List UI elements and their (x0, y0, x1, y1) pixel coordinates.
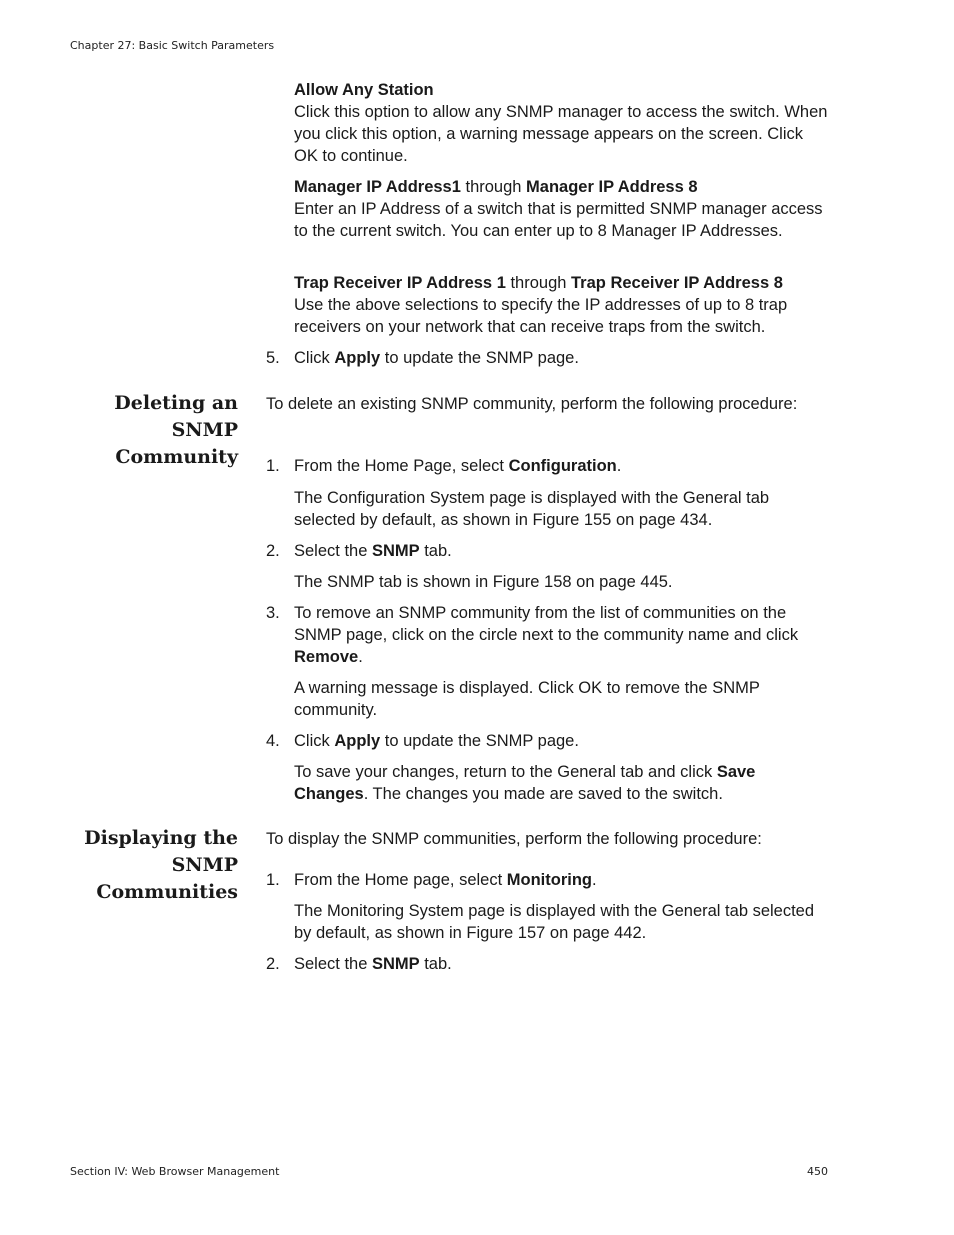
step-number: 1. (266, 871, 280, 889)
step-3 (266, 602, 831, 668)
step-text: Click (294, 349, 335, 367)
section-intro: To display the SNMP communities, perform the following procedure: (266, 830, 762, 848)
step-text-end: tab. (419, 542, 452, 560)
step-bold: SNMP (371, 955, 420, 973)
option-description: Enter an IP Address of a switch that is permitted SNMP manager access to the current switch. You can enter up to 8 Manager IP Addresses. (294, 200, 823, 240)
section-heading-displaying (38, 825, 238, 906)
step-bold: SNMP (371, 542, 420, 560)
heading-line: SNMP (171, 854, 238, 876)
note-bold: Save Changes (294, 763, 756, 803)
step-text: Click (294, 732, 335, 750)
step-note: A warning message is displayed. Click OK to remove the SNMP community. (294, 679, 760, 719)
step-4 (266, 730, 831, 752)
step-number: 2. (266, 542, 280, 560)
step-text-end: tab. (419, 955, 452, 973)
step-1 (266, 869, 831, 891)
option-title-start: Trap Receiver IP Address 1 (294, 274, 506, 292)
option-title-start: Manager IP Address1 (294, 178, 461, 196)
option-description: Use the above selections to specify the IP addresses of up to 8 trap receivers on your network that can receive traps from the switch. (294, 296, 788, 336)
step-text: To remove an SNMP community from the list of communities on the SNMP page, click on the circle next to the community name and click (294, 604, 799, 644)
heading-line: Community (115, 446, 238, 468)
step-note (294, 761, 829, 805)
step-1 (266, 455, 831, 477)
option-title: Allow Any Station (294, 81, 434, 99)
step-text-end: . (616, 457, 622, 475)
option-title-through: through (505, 274, 572, 292)
step-bold: Remove (294, 648, 359, 666)
page-number: 450 (807, 1165, 828, 1178)
step-bold: Apply (334, 732, 381, 750)
option-title-end: Manager IP Address 8 (526, 178, 698, 196)
option-manager-ip (294, 176, 829, 242)
step-text: From the Home Page, select (294, 457, 509, 475)
step-2 (266, 953, 831, 975)
step-note: The Monitoring System page is displayed with the General tab selected by default, as shown in Figure 157 on page 442. (294, 902, 815, 942)
step-text-end: to update the SNMP page. (380, 349, 579, 367)
step-bold: Monitoring (506, 871, 592, 889)
step-text-end: . (592, 871, 597, 889)
section-heading-deleting (38, 390, 238, 471)
step-number: 3. (266, 604, 280, 622)
heading-line: SNMP (171, 419, 238, 441)
step-text: From the Home page, select (294, 871, 507, 889)
step-bold: Configuration (508, 457, 617, 475)
step-bold: Apply (334, 349, 381, 367)
step-number: 4. (266, 732, 280, 750)
option-description: Click this option to allow any SNMP manager to access the switch. When you click this option, a warning message appears on the screen. Click OK to continue. (294, 103, 828, 165)
step-number: 5. (266, 349, 280, 367)
section-intro: To delete an existing SNMP community, perform the following procedure: (266, 395, 798, 413)
note-text-end: . The changes you made are saved to the switch. (363, 785, 723, 803)
running-footer: Section IV: Web Browser Management (70, 1165, 280, 1178)
step-2 (266, 540, 831, 562)
heading-line: Deleting an (114, 392, 238, 414)
heading-line: Communities (96, 881, 238, 903)
option-title-through: through (460, 178, 527, 196)
step-note: The Configuration System page is displayed with the General tab selected by default, as shown in Figure 155 on page 434. (294, 489, 770, 529)
step-note: The SNMP tab is shown in Figure 158 on page 445. (294, 573, 673, 591)
step-text: Select the (294, 542, 372, 560)
step-text-end: to update the SNMP page. (380, 732, 579, 750)
option-allow-any-station (294, 79, 829, 167)
step-text-end: . (358, 648, 363, 666)
note-text: To save your changes, return to the General tab and click (294, 763, 717, 781)
step-number: 2. (266, 955, 280, 973)
heading-line: Displaying the (84, 827, 238, 849)
step-5 (266, 347, 831, 369)
running-header: Chapter 27: Basic Switch Parameters (70, 39, 275, 52)
option-trap-receiver-ip (294, 272, 829, 338)
step-number: 1. (266, 457, 280, 475)
step-text: Select the (294, 955, 372, 973)
option-title-end: Trap Receiver IP Address 8 (571, 274, 783, 292)
